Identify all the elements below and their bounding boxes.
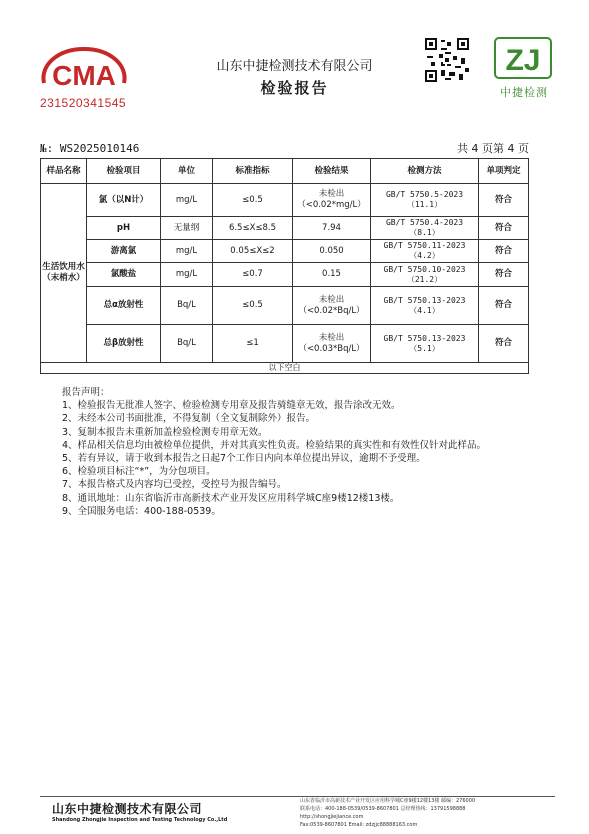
result-detection-limit: （<0.02*Bq/L） xyxy=(298,305,365,316)
statement-item: 4、样品相关信息均由被检单位提供，并对其真实性负责。检验结果的真实性和有效性仅针对此样品。 xyxy=(62,439,487,451)
standard-cell: ≤0.5 xyxy=(213,184,293,217)
statement-item: 6、检验项目标注“*”，为分包项目。 xyxy=(62,466,216,478)
report-statement xyxy=(62,386,486,518)
results-table xyxy=(40,158,529,374)
item-cell: 总β放射性 xyxy=(87,325,161,363)
table-row xyxy=(41,287,529,325)
method-cell xyxy=(371,263,479,287)
unit-cell: mg/L xyxy=(161,240,213,263)
method-cell xyxy=(371,184,479,217)
method-standard: GB/T 5750.10-2023 xyxy=(383,264,466,274)
footer-address: 山东省临沂市高新技术产业开发区应用科学城C座9楼12楼13楼 邮编：276000 xyxy=(300,798,476,804)
col-item: 检验项目 xyxy=(87,159,161,184)
unit-cell: mg/L xyxy=(161,184,213,217)
result-cell xyxy=(293,263,371,287)
result-cell xyxy=(293,325,371,363)
statement-item: 3、复制本报告未重新加盖检验检测专用章无效。 xyxy=(62,426,268,438)
result-cell xyxy=(293,240,371,263)
item-cell: 游离氯 xyxy=(87,240,161,263)
statement-item: 9、全国服务电话：400-188-0539。 xyxy=(62,505,221,517)
judgement-cell: 符合 xyxy=(479,325,529,363)
result-cell xyxy=(293,287,371,325)
statement-title: 报告声明： xyxy=(62,387,110,398)
statement-item: 5、若有异议，请于收到本报告之日起7个工作日内向本单位提出异议，逾期不予受理。 xyxy=(62,453,426,465)
cma-number: 231520341545 xyxy=(40,96,127,110)
col-method: 检测方法 xyxy=(371,159,479,184)
standard-cell: ≤0.5 xyxy=(213,287,293,325)
blank-note: 以下空白 xyxy=(41,363,529,374)
method-standard: GB/T 5750.4-2023 xyxy=(385,218,464,227)
sample-name-cell: 生活饮用水（末梢水） xyxy=(41,184,87,363)
judgement-cell: 符合 xyxy=(479,287,529,325)
method-standard: GB/T 5750.11-2023 xyxy=(383,241,466,250)
unit-cell: 无量纲 xyxy=(161,217,213,240)
method-cell xyxy=(371,240,479,263)
cma-logo-text: CMA xyxy=(52,60,116,91)
company-name: 山东中捷检测技术有限公司 xyxy=(216,59,373,74)
result-value: 未检出 xyxy=(318,189,345,200)
statement-item: 2、未经本公司书面批准，不得复制（全文复制除外）报告。 xyxy=(62,413,316,425)
statement-item: 1、检验报告无批准人签字、检验检测专用章及报告骑缝章无效，报告涂改无效。 xyxy=(62,400,401,412)
footer-website: http://shongjiejiance.com xyxy=(300,814,364,820)
blank-row xyxy=(41,363,529,374)
method-cell xyxy=(371,287,479,325)
method-clause: （8.1） xyxy=(409,228,440,237)
footer-fax-email: Fax:0539-8607801 Email: zdzjjc88888163.com xyxy=(300,822,418,828)
qr-code-icon xyxy=(425,38,469,82)
result-detection-limit: （<0.03*Bq/L） xyxy=(298,343,365,354)
table-row xyxy=(41,263,529,287)
method-clause: （4.2） xyxy=(409,251,440,260)
unit-cell: Bq/L xyxy=(161,287,213,325)
result-value: 0.050 xyxy=(319,245,344,256)
table-row xyxy=(41,217,529,240)
footer-contact xyxy=(300,797,475,829)
table-header-row xyxy=(41,159,529,184)
method-clause: （4.1） xyxy=(409,305,440,315)
footer-phone: 联系电话：400-188-0539/0539-8607801 总经理热线：13791598888 xyxy=(300,806,466,812)
brand-logo-text: ZJ xyxy=(505,44,541,77)
result-detection-limit: （<0.02*mg/L） xyxy=(297,200,366,210)
report-title: 检验报告 xyxy=(260,79,329,97)
result-cell xyxy=(293,184,371,217)
standard-cell: 6.5≤X≤8.5 xyxy=(213,217,293,240)
result-value: 7.94 xyxy=(322,222,341,233)
result-value: 0.15 xyxy=(322,269,341,280)
result-cell xyxy=(293,217,371,240)
col-result: 检验结果 xyxy=(293,159,371,184)
col-unit: 单位 xyxy=(161,159,213,184)
report-number: №: WS2025010146 xyxy=(40,142,140,155)
result-value: 未检出 xyxy=(318,332,345,343)
standard-cell: ≤0.7 xyxy=(213,263,293,287)
table-row xyxy=(41,325,529,363)
judgement-cell: 符合 xyxy=(479,240,529,263)
method-standard: GB/T 5750.13-2023 xyxy=(383,333,466,343)
method-cell xyxy=(371,217,479,240)
result-value: 未检出 xyxy=(318,294,345,305)
method-standard: GB/T 5750.13-2023 xyxy=(383,295,466,305)
col-judgement: 单项判定 xyxy=(479,159,529,184)
col-standard: 标准指标 xyxy=(213,159,293,184)
footer-company-en: Shandong Zhongjie Inspection and Testing Technology Co.,Ltd xyxy=(52,817,228,823)
standard-cell: ≤1 xyxy=(213,325,293,363)
item-cell: pH xyxy=(87,217,161,240)
footer-company-cn: 山东中捷检测技术有限公司 xyxy=(52,802,203,816)
item-cell: 氯（以N计） xyxy=(87,184,161,217)
judgement-cell: 符合 xyxy=(479,184,529,217)
judgement-cell: 符合 xyxy=(479,217,529,240)
method-clause: （5.1） xyxy=(409,343,440,353)
item-cell: 总α放射性 xyxy=(87,287,161,325)
method-clause: （21.2） xyxy=(406,274,443,284)
table-row xyxy=(41,184,529,217)
judgement-cell: 符合 xyxy=(479,263,529,287)
standard-cell: 0.05≤X≤2 xyxy=(213,240,293,263)
unit-cell: mg/L xyxy=(161,263,213,287)
statement-item: 8、通讯地址：山东省临沂市高新技术产业开发区应用科学城C座9楼12楼13楼。 xyxy=(62,492,400,504)
method-cell xyxy=(371,325,479,363)
zhongjie-logo xyxy=(492,35,554,81)
table-row xyxy=(41,240,529,263)
col-sample-name: 样品名称 xyxy=(41,159,87,184)
unit-cell: Bq/L xyxy=(161,325,213,363)
method-clause: （11.1） xyxy=(406,200,443,209)
footer-divider xyxy=(40,796,555,797)
page-info: 共 4 页第 4 页 xyxy=(457,142,529,155)
item-cell: 氯酸盐 xyxy=(87,263,161,287)
method-standard: GB/T 5750.5-2023 xyxy=(385,190,464,199)
brand-text: 中捷检测 xyxy=(500,86,548,99)
statement-item: 7、本报告格式及内容均已受控，受控号为报告编号。 xyxy=(62,479,287,491)
